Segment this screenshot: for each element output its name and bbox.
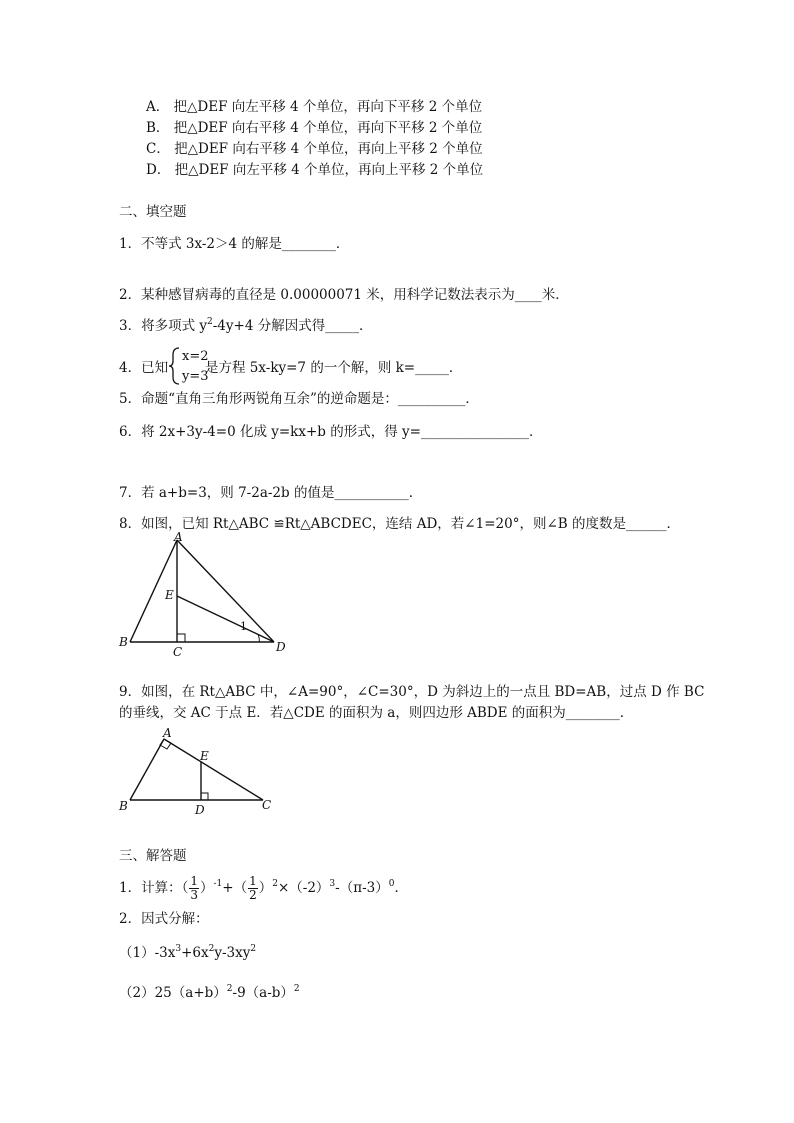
equation-x: x=2 <box>182 349 209 364</box>
question-2-7: 7．若 a+b=3，则 7-2a-2b 的值是___________． <box>119 485 423 501</box>
option-d: D． 把△DEF 向左平移 4 个单位，再向上平移 2 个单位 <box>146 162 484 178</box>
fraction-one-half: $\frac{1}{2}$ <box>249 874 257 902</box>
question-3-2-part1: $(1)-3x^3+6x^2y-3xy^2$ <box>119 944 257 961</box>
label-a: A <box>174 530 183 544</box>
label-b: B <box>119 635 128 649</box>
label-angle-1: 1 <box>240 620 247 633</box>
fraction-one-third: $\frac{1}{3}$ <box>190 874 198 902</box>
option-a: A． 把△DEF 向左平移 4 个单位，再向下平移 2 个单位 <box>146 99 483 115</box>
equation-y: y=3 <box>182 369 209 384</box>
figure-q8 <box>110 530 300 660</box>
label-e: E <box>200 749 209 763</box>
label-d: D <box>276 640 286 654</box>
question-2-9-line1: 9．如图，在 Rt△ABC 中，∠A=90°，∠C=30°，D 为斜边上的一点且 BD=AB，过点 D 作 BC <box>119 684 705 700</box>
right-angle-mark <box>177 634 185 642</box>
label-c: C <box>173 645 183 659</box>
brace-icon <box>167 346 181 386</box>
segment-ab <box>130 739 164 800</box>
segment-ed <box>177 596 274 642</box>
question-3-2-part2: $(2)25(a+b)^2-9(a-b)^2$ <box>119 984 300 1001</box>
label-e: E <box>165 588 174 602</box>
question-2-4-suffix: 是方程 5x-ky=7 的一个解，则 k=_____． <box>205 360 463 376</box>
segment-ad <box>177 540 274 642</box>
question-2-6: 6．将 2x+3y-4=0 化成 y=kx+b 的形式，得 y=________________． <box>119 424 543 440</box>
option-c: C． 把△DEF 向右平移 4 个单位，再向上平移 2 个单位 <box>146 141 483 157</box>
question-2-3: 3．将多项式 $y^2-4y+4$ 分解因式得_____． <box>119 317 373 334</box>
section-title-answer: 三、解答题 <box>119 848 187 864</box>
label-b: B <box>119 799 128 813</box>
label-a: A <box>163 726 172 740</box>
question-2-5: 5．命题“直角三角形两锐角互余”的逆命题是：__________． <box>119 391 479 407</box>
section-title-fill-blank: 二、填空题 <box>119 204 187 220</box>
segment-ac <box>164 739 263 800</box>
label-d: D <box>195 803 205 817</box>
question-2-8: 8．如图，已知 Rt△ABC ≌Rt△ABCDEC，连结 AD，若∠1=20°，则∠B 的度数是______． <box>119 516 680 532</box>
right-angle-mark-d <box>201 793 208 800</box>
figure-q9 <box>110 722 285 822</box>
question-2-4-prefix: 4．已知 <box>119 360 169 376</box>
question-3-2: 2．因式分解： <box>119 911 209 927</box>
label-c: C <box>262 798 272 812</box>
option-b: B． 把△DEF 向右平移 4 个单位，再向下平移 2 个单位 <box>146 120 483 136</box>
question-2-1: 1．不等式 3x-2＞4 的解是________． <box>119 236 350 252</box>
question-3-1: 1．计算：（ $\frac{1}{3}$ ）$^{-1}$+（ $\frac{1}{2}$ ）$^2\times(-2)^3-(\pi-3)^0$． <box>119 874 408 902</box>
question-2-2: 2．某种感冒病毒的直径是 0.00000071 米，用科学记数法表示为____米． <box>119 287 569 303</box>
question-2-9-line2: 的垂线，交 AC 于点 E．若△CDE 的面积为 a，则四边形 ABDE 的面积为________． <box>119 705 634 721</box>
